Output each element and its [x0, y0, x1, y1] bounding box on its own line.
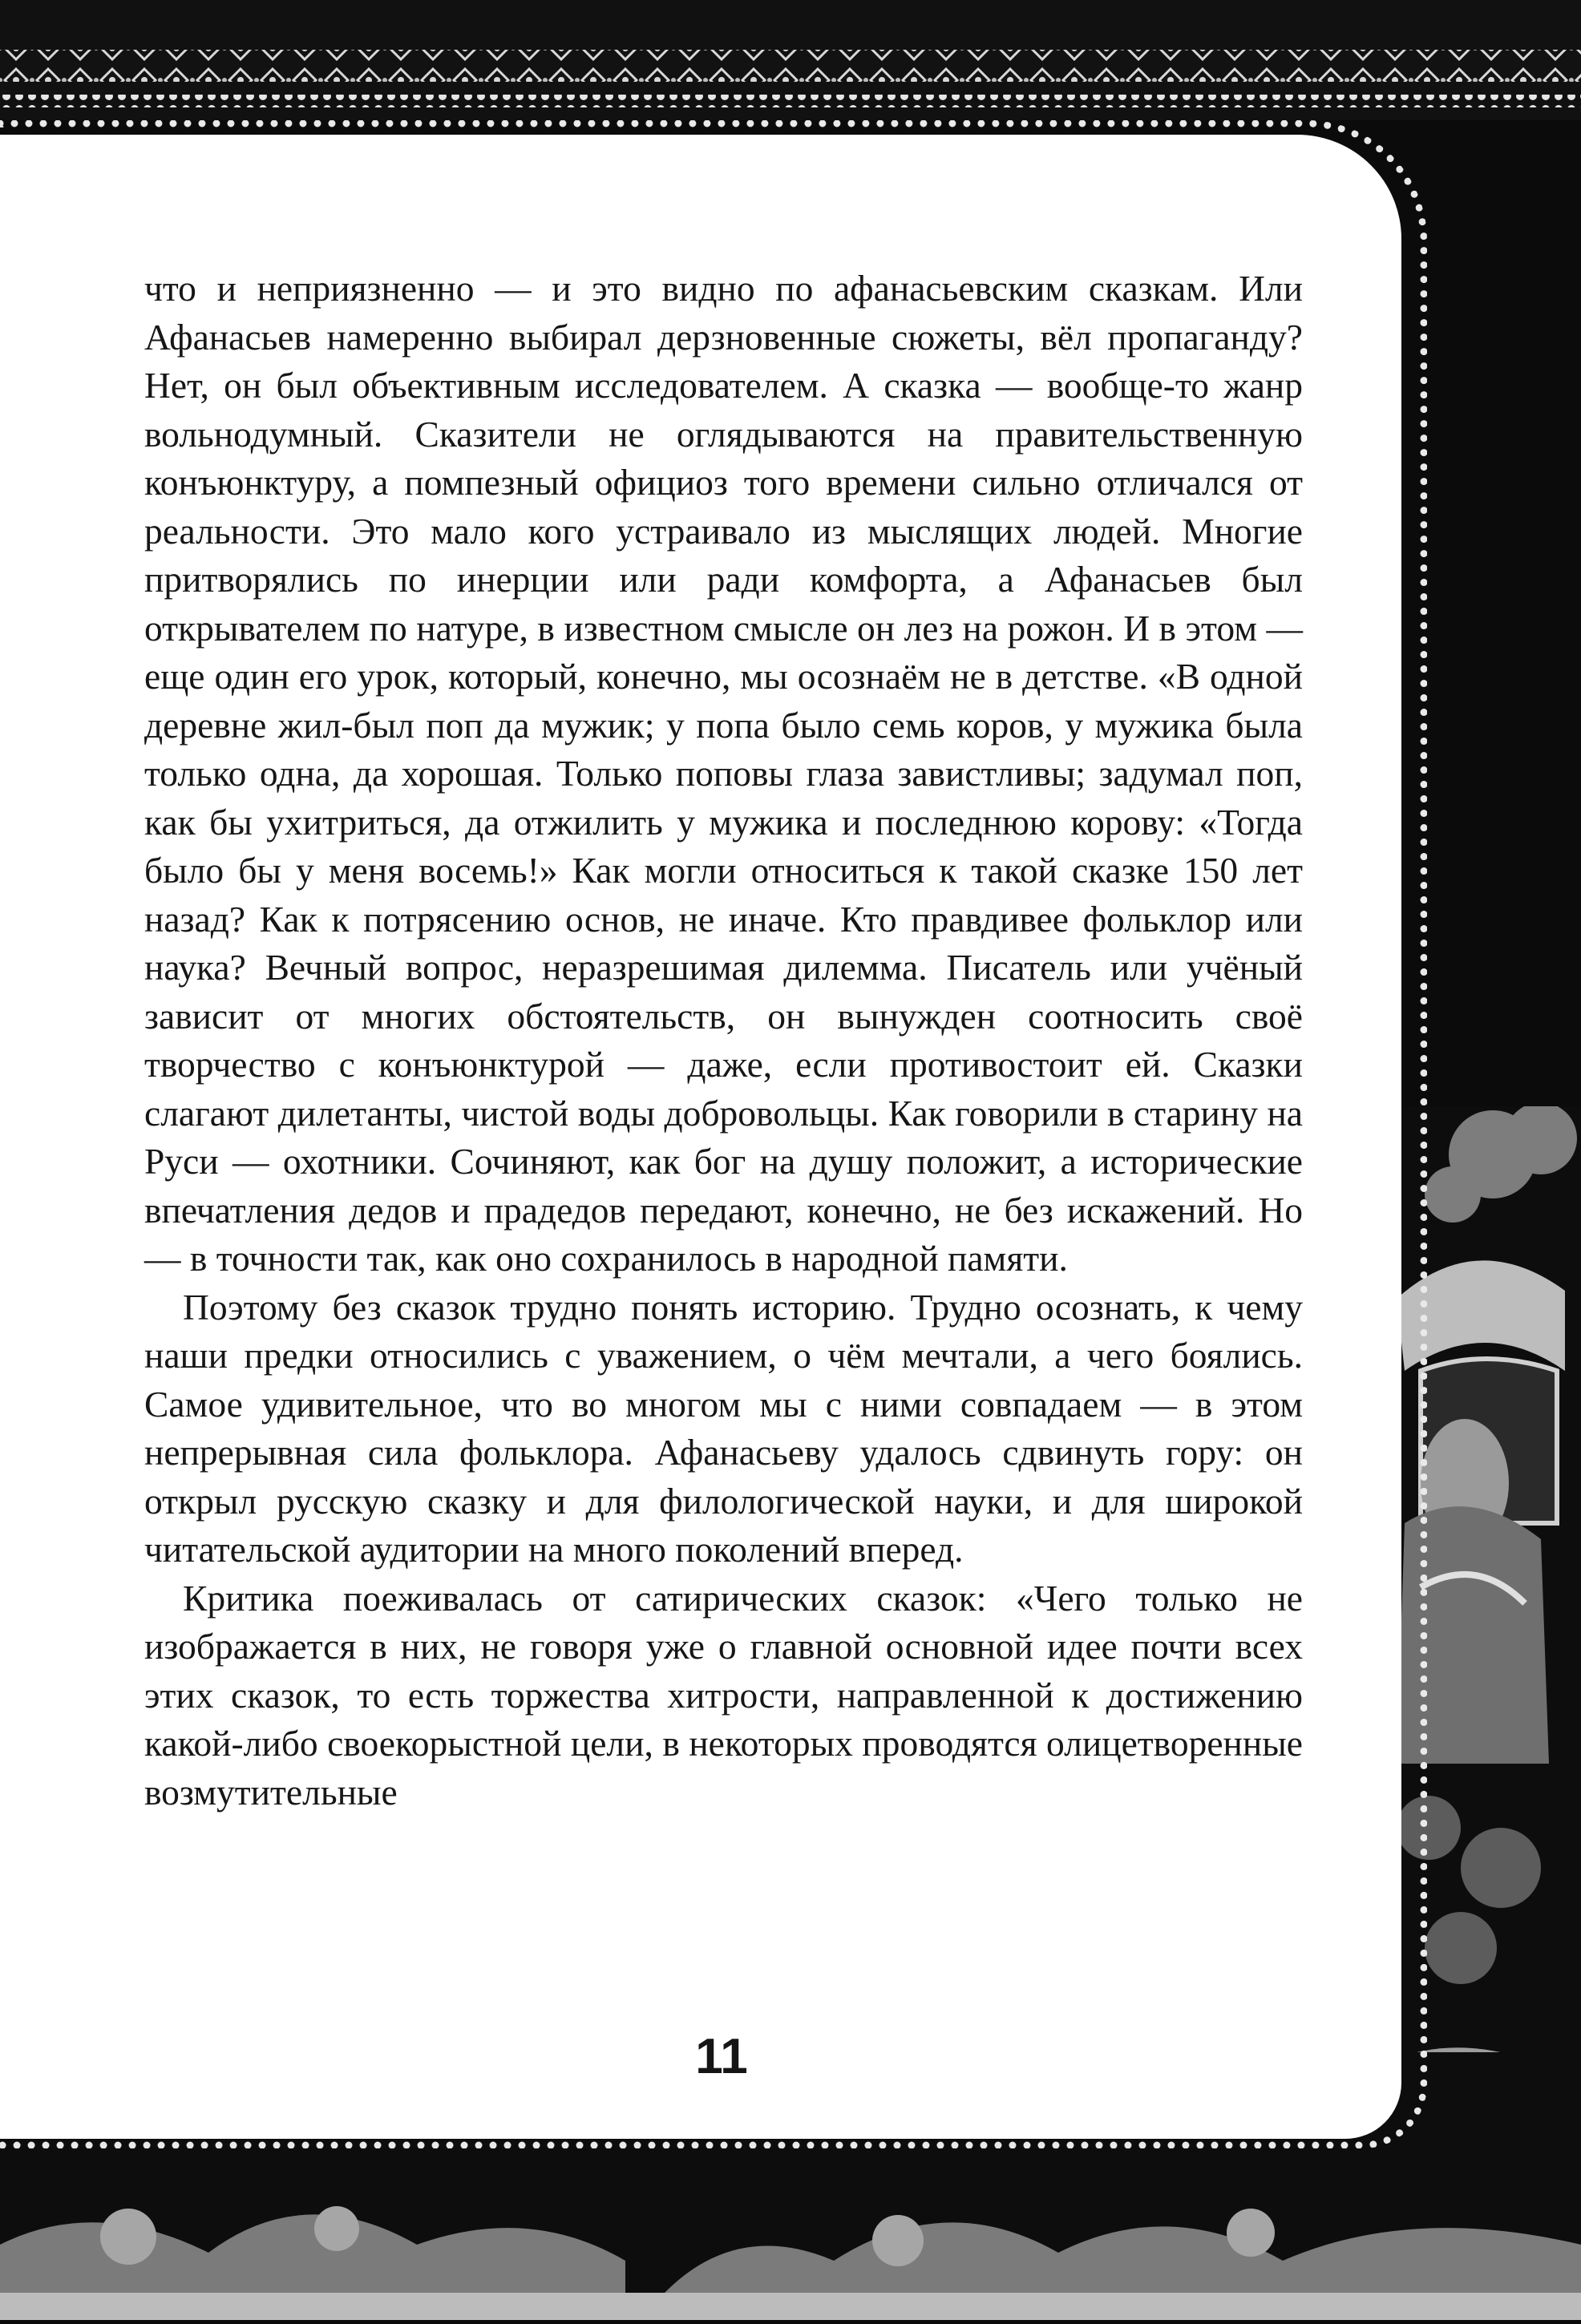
ornament-pattern [0, 0, 1581, 120]
body-text [144, 265, 1303, 1817]
paragraph: Поэтому без сказок трудно понять историю. Трудно осознать, к чему наши предки относились с уважением, о чём мечтали, а чего боялись. Самое удивительное, что во многом мы с ними совпадаем — в этом непрерывная сила фольклора. Афанасьеву удалось сдвинуть гору: он открыл русскую сказку и для филологической науки, и для широкой читательской аудитории на много поколений вперед. [144, 1286, 1303, 1570]
paragraph: что и неприязненно — и это видно по афанасьевским сказкам. Или Афанасьев намеренно выбирал дерзновенные сюжеты, вёл пропаганду? Нет, он был объективным исследователем. А сказка — вообще-то жанр вольнодумный. Сказители не оглядываются на правительственную конъюнктуру, а помпезный официоз того времени сильно отличался от реальности. Это мало кого устраивало из мыслящих людей. Многие притворялись по инерции или ради комфорта, а Афанасьев был открывателем по натуре, в известном смысле он лез на рожон. И в этом — еще один его урок, который, конечно, мы осознаём не в детстве. «В одной деревне жил-был поп да мужик; у попа было семь коров, у мужика была только одна, да хорошая. Только поповы глаза завистливы; задумал поп, как бы ухитриться, да отжилить у мужика и последнюю корову: «Тогда было бы у меня восемь!» Как могли относиться к такой сказке 150 лет назад? Как к потрясению основ, не иначе. Кто правдивее фольклор или наука? Вечный вопрос, неразрешимая дилемма. Писатель или учёный зависит от многих обстоятельств, он вынужден соотносить своё творчество с конъюнктурой — даже, если противостоит ей. Сказки слагают дилетанты, чистой воды добровольцы. Как говорили в старину на Руси — охотники. Сочиняют, как бог на душу положит, а исторические впечатления дедов и прадедов передают, конечно, не без искажений. Но — в точности так, как оно сохранилось в народной памяти. [144, 268, 1303, 1279]
page-number: 11 [695, 2029, 748, 2084]
paragraph: Критика поеживалась от сатирических сказок: «Чего только не изображается в них, не говоря уже о главной основной идее почти всех этих сказок, то есть торжества хитрости, направленной к достижению какой-либо своекорыстной цели, в некоторых проводятся олицетворенные возмутительные [144, 1577, 1303, 1813]
ornamental-border-top [0, 0, 1581, 120]
